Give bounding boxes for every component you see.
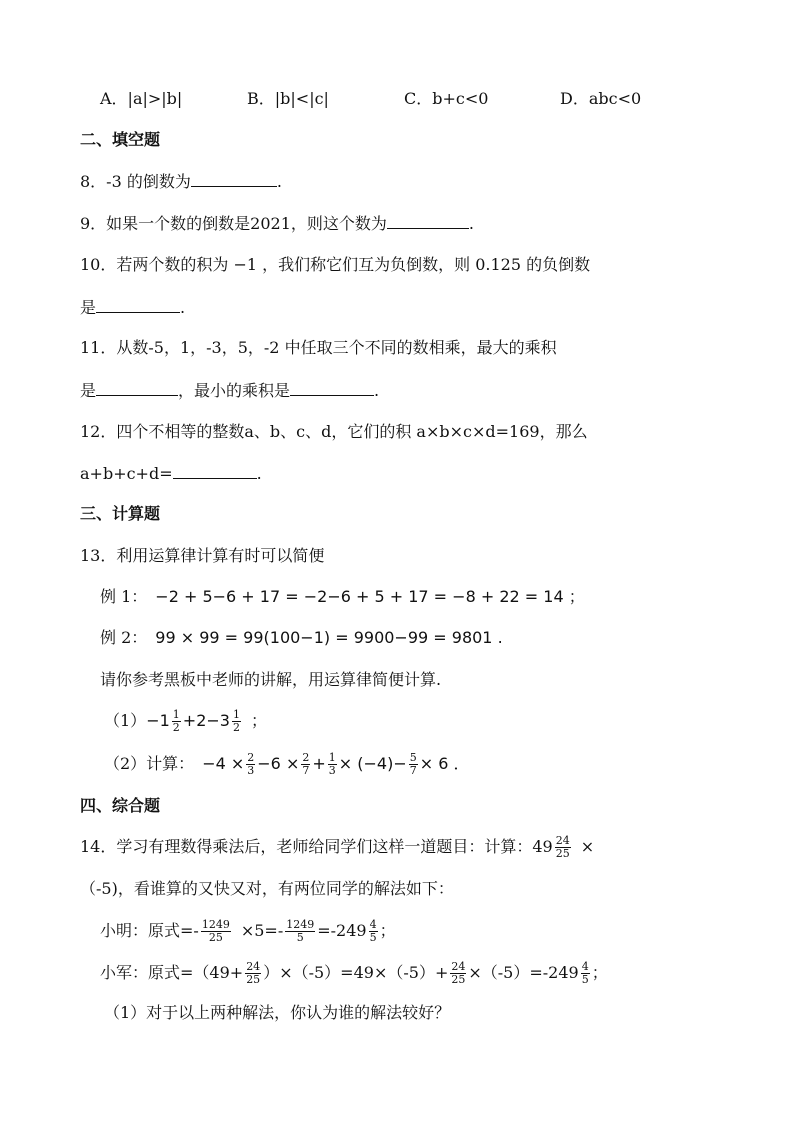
section-title-fill-in: 二、填空题	[80, 130, 161, 149]
numerator: 24	[246, 960, 261, 973]
numerator: 2	[247, 751, 255, 764]
numerator: 1249	[286, 918, 315, 931]
period: .	[374, 381, 380, 400]
numerator: 1	[232, 708, 240, 721]
expr-segment: −1	[146, 711, 170, 730]
expr-segment: × (−4)−	[338, 754, 407, 773]
denominator: 2	[232, 721, 240, 734]
expr-segment: =-249	[317, 921, 367, 940]
denominator: 5	[369, 931, 377, 944]
question-12-line2	[80, 462, 262, 485]
fraction	[450, 961, 466, 986]
multiply-sign: ×	[580, 837, 595, 856]
answer-blank	[191, 170, 277, 187]
question-11-line2	[80, 379, 379, 402]
question-13-instruction: 请你参考黑板中老师的讲解，用运算律简便计算.	[100, 670, 442, 689]
answer-blank-min	[290, 379, 374, 396]
fraction	[172, 709, 181, 734]
fraction	[201, 919, 231, 944]
question-13-part2	[104, 752, 469, 777]
question-14-line2: （-5)，看谁算的又快又对，有两位同学的解法如下：	[80, 879, 454, 898]
example-2	[100, 627, 503, 649]
question-14-line1	[80, 835, 594, 860]
denominator: 25	[451, 973, 466, 986]
answer-blank-max	[96, 379, 178, 396]
question-12-line1: 12．四个不相等的整数a、b、c、d，它们的积 a×b×c×d=169，那么	[80, 422, 588, 441]
fraction	[301, 752, 310, 777]
fraction	[328, 752, 337, 777]
numerator: 1	[328, 751, 336, 764]
question-11-mid: ，最小的乘积是	[178, 381, 291, 400]
denominator: 25	[208, 931, 223, 944]
part-label: （2）计算：	[104, 754, 195, 773]
numerator: 4	[369, 918, 377, 931]
fraction	[245, 961, 261, 986]
expr-segment: 小军：原式=（49+	[100, 963, 244, 982]
answer-blank	[387, 212, 469, 229]
expr-segment: −6 ×	[257, 754, 300, 773]
option-b: B．|b|<|c|	[247, 89, 329, 108]
question-14-part1: （1）对于以上两种解法，你认为谁的解法较好？	[104, 1003, 451, 1022]
question-12-prefix: a+b+c+d=	[80, 464, 173, 483]
expr-segment: ×（-5）=-249	[468, 963, 579, 982]
period: .	[256, 464, 262, 483]
denominator: 25	[246, 973, 261, 986]
period: .	[180, 298, 186, 317]
expr-end: ；	[379, 921, 396, 940]
numerator: 4	[581, 960, 589, 973]
denominator: 3	[328, 764, 336, 777]
example-2-label: 例 2：	[100, 628, 148, 647]
xiaoming-solution	[100, 919, 396, 944]
denominator: 7	[302, 764, 310, 777]
question-10-prefix: 是	[80, 298, 97, 317]
question-14-text: 14．学习有理数得乘法后，老师给同学们这样一道题目：计算：49	[80, 837, 553, 856]
denominator: 3	[247, 764, 255, 777]
fraction	[285, 919, 315, 944]
example-2-expression: 99 × 99 = 99(100−1) = 9900−99 = 9801 .	[155, 628, 503, 647]
question-9	[80, 212, 474, 235]
xiaojun-solution	[100, 961, 608, 986]
question-11-line1: 11．从数-5，1，-3，5，-2 中任取三个不同的数相乘，最大的乘积	[80, 338, 557, 357]
question-8	[80, 170, 282, 193]
section-title-calculation: 三、计算题	[80, 504, 161, 523]
option-a: A．|a|>|b|	[100, 89, 183, 108]
fraction	[555, 835, 571, 860]
expr-end: ；	[591, 963, 608, 982]
expr-segment: +2−3	[182, 711, 230, 730]
example-1	[100, 586, 585, 608]
expr-segment: 小明：原式=-	[100, 921, 199, 940]
numerator: 2	[302, 751, 310, 764]
section-title-comprehensive: 四、综合题	[80, 796, 161, 815]
expr-segment: +	[312, 754, 326, 773]
fraction	[581, 961, 590, 986]
period: .	[276, 172, 282, 191]
option-c: C．b+c<0	[404, 89, 489, 108]
fraction	[369, 919, 378, 944]
expr-segment: ×5=-	[240, 921, 284, 940]
answer-blank	[96, 296, 180, 313]
expr-segment: ）×（-5）=49×（-5）+	[263, 963, 449, 982]
denominator: 7	[409, 764, 417, 777]
question-13-intro: 13．利用运算律计算有时可以简便	[80, 546, 325, 565]
question-10-line2	[80, 296, 185, 319]
denominator: 5	[581, 973, 589, 986]
expr-end: ；	[250, 711, 267, 730]
fraction	[232, 709, 241, 734]
answer-blank	[173, 462, 257, 479]
expr-segment: −4 ×	[202, 754, 245, 773]
part-label: （1）	[104, 711, 147, 730]
expr-segment: × 6 ．	[419, 754, 470, 773]
question-9-text: 9．如果一个数的倒数是2021，则这个数为	[80, 214, 387, 233]
example-1-expression: −2 + 5−6 + 17 = −2−6 + 5 + 17 = −8 + 22 = 14 ；	[155, 587, 585, 606]
option-d: D．abc<0	[560, 89, 642, 108]
numerator: 1	[172, 708, 180, 721]
denominator: 25	[555, 847, 570, 860]
example-1-label: 例 1：	[100, 587, 148, 606]
period: .	[468, 214, 474, 233]
question-11-prefix: 是	[80, 381, 97, 400]
numerator: 24	[451, 960, 466, 973]
numerator: 1249	[201, 918, 230, 931]
question-13-part1	[104, 709, 267, 734]
numerator: 24	[555, 834, 570, 847]
question-8-text: 8．-3 的倒数为	[80, 172, 191, 191]
denominator: 5	[296, 931, 304, 944]
numerator: 5	[409, 751, 417, 764]
fraction	[409, 752, 418, 777]
question-10-line1: 10．若两个数的积为 −1 ，我们称它们互为负倒数，则 0.125 的负倒数	[80, 255, 591, 274]
fraction	[246, 752, 255, 777]
denominator: 2	[172, 721, 180, 734]
